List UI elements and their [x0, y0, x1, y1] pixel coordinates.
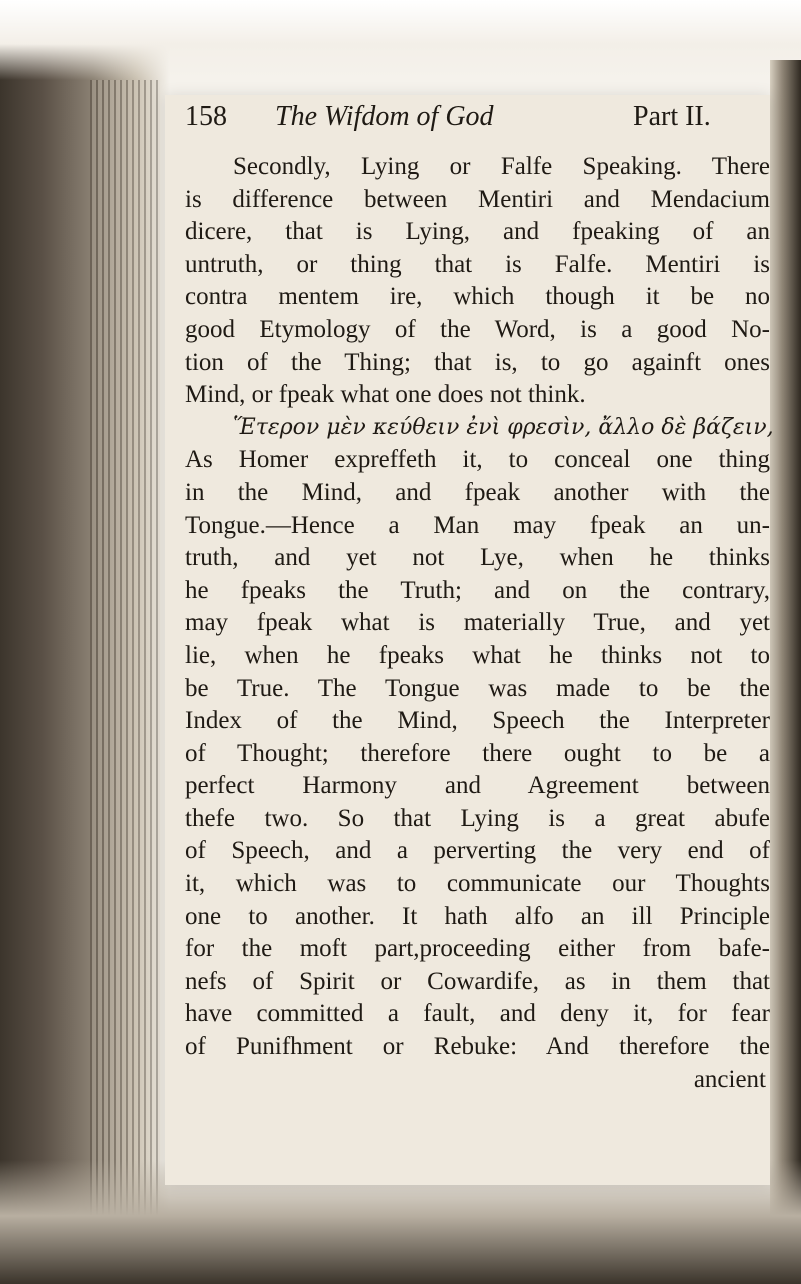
text-line: untruth, or thing that is Falfe. Mentiri is — [185, 250, 770, 278]
text-line: is difference between Mentiri and Mendacium — [185, 185, 770, 213]
running-title: The Wifdom of God — [275, 101, 494, 132]
text-line: he fpeaks the Truth; and on the contrary, — [185, 576, 770, 604]
text-line: have committed a fault, and deny it, for fear — [185, 1000, 770, 1028]
right-page-edge — [770, 60, 801, 1240]
page-text-block — [185, 101, 774, 1096]
text-line: it, which was to communicate our Thoughts — [185, 870, 770, 898]
binding-edge-texture — [90, 80, 160, 1220]
text-line: for the moft part,proceeding either from bafe- — [185, 935, 770, 963]
book-page — [165, 95, 774, 1185]
text-line: lie, when he fpeaks what he thinks not to — [185, 641, 770, 669]
text-line: of Speech, and a perverting the very end of — [185, 837, 770, 865]
part-label: Part II. — [633, 101, 711, 132]
text-line: good Etymology of the Word, is a good No- — [185, 315, 770, 343]
text-line: Mind, or fpeak what one does not think. — [185, 381, 586, 409]
text-line: of Thought; therefore there ought to be a — [185, 739, 770, 767]
body-text — [185, 151, 774, 1096]
text-line: Tongue.—Hence a Man may fpeak an un- — [185, 511, 770, 539]
greek-quotation: Ἕτερον μὲν κεύθειν ἐνὶ φρεσὶν, ἄλλο δὲ βάζειν, — [233, 414, 774, 440]
text-line: tion of the Thing; that is, to go againft ones — [185, 348, 770, 376]
text-line: dicere, that is Lying, and fpeaking of an — [185, 218, 770, 246]
text-line: perfect Harmony and Agreement between — [185, 772, 770, 800]
text-line: nefs of Spirit or Cowardife, as in them that — [185, 967, 770, 995]
text-line: Index of the Mind, Speech the Interpreter — [185, 707, 770, 735]
page-number: 158 — [185, 101, 227, 132]
text-line: Secondly, Lying or Falfe Speaking. There — [233, 153, 770, 180]
top-margin — [0, 0, 801, 80]
text-line: may fpeak what is materially True, and yet — [185, 609, 770, 637]
catchword: ancient — [693, 1065, 766, 1093]
text-line: contra mentem ire, which though it be no — [185, 283, 770, 311]
text-line: thefe two. So that Lying is a great abufe — [185, 804, 770, 832]
text-line: As Homer expreffeth it, to conceal one thing — [185, 446, 770, 474]
text-line: be True. The Tongue was made to be the — [185, 674, 770, 702]
text-line: one to another. It hath alfo an ill Principle — [185, 902, 770, 930]
text-line: of Punifhment or Rebuke: And therefore the — [185, 1033, 770, 1061]
running-header — [185, 101, 770, 141]
text-line: truth, and yet not Lye, when he thinks — [185, 544, 770, 572]
text-line: in the Mind, and fpeak another with the — [185, 478, 770, 506]
